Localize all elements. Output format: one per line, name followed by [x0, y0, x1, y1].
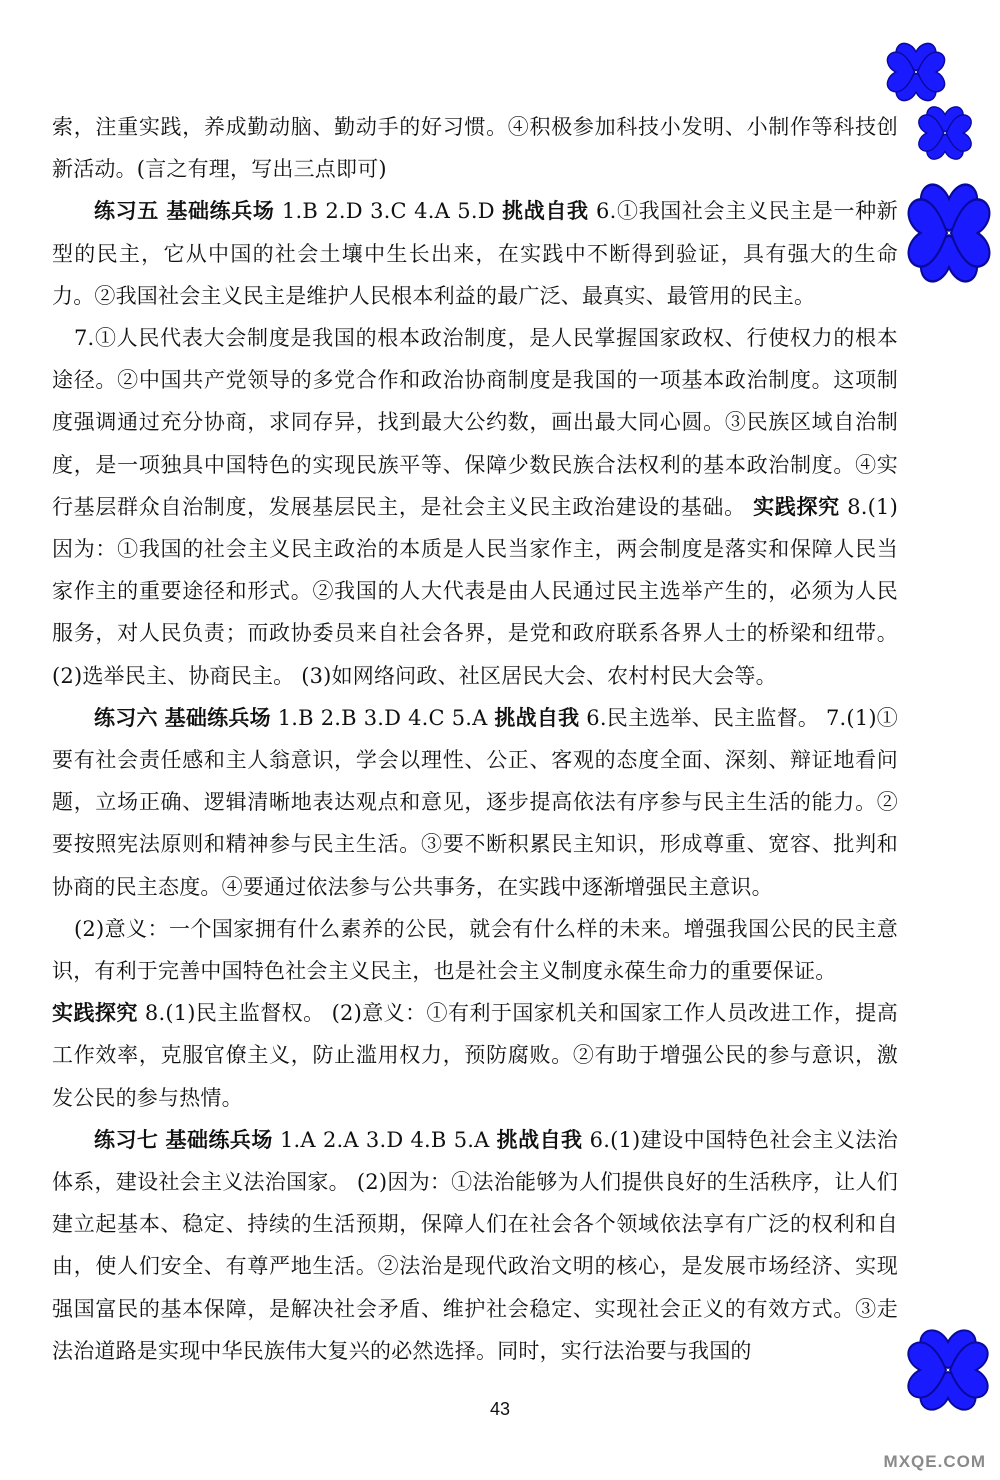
answer-text: (2)意义：一个国家拥有什么素养的公民，就会有什么样的未来。增强我国公民的民主意识，有利于完善中国特色社会主义民主，也是社会主义制度永葆生命力的重要保证。 — [52, 916, 898, 984]
section-heading: 练习五 — [94, 199, 159, 224]
section-heading: 实践探究 — [52, 1001, 138, 1026]
page-number: 43 — [489, 1399, 511, 1419]
answer-text: 8.(1)因为：①我国的社会主义民主政治的本质是人民当家作主，两会制度是落实和保障人民当家作主的重要途径和形式。②我国的人大代表是由人民通过民主选举产生的，必须为人民服务，对人民负责；而政协委员来自社会各界，是党和政府联系各界人士的桥梁和纽带。 (2)选举民主、协商民主。 (3)如网络问政、社区居民大会、农村村民大会等。 — [52, 494, 898, 688]
answer-text: 1.B 2.B 3.D 4.C 5.A — [270, 705, 495, 730]
answer-paragraph — [52, 992, 898, 1119]
answer-text: 索，注重实践，养成勤动脑、勤动手的好习惯。④积极参加科技小发明、小制作等科技创新活动。(言之有理，写出三点即可) — [52, 115, 898, 182]
section-heading: 练习七 — [94, 1127, 159, 1152]
answer-text — [158, 1128, 165, 1152]
answer-text — [158, 706, 165, 730]
section-heading: 挑战自我 — [496, 1127, 583, 1152]
section-heading: 实践探究 — [753, 494, 840, 519]
section-heading: 基础练兵场 — [165, 1127, 273, 1152]
answer-text: 1.A 2.A 3.D 4.B 5.A — [272, 1127, 497, 1152]
answer-text: 6.民主选举、民主监督。 7.(1)①要有社会责任感和主人翁意识，学会以理性、公正、客观的态度全面、深刻、辩证地看问题，立场正确、逻辑清晰地表达观点和意见，逐步提高依法有序参与民主生活的能力。②要按照宪法原则和精神参与民主生活。③要不断积累民主知识，形成尊重、宽容、批判和协商的民主态度。④要通过依法参与公共事务，在实践中逐渐增强民主意识。 — [52, 705, 899, 899]
clover-icon — [880, 36, 952, 108]
answer-text: 6.(1)建设中国特色社会主义法治体系，建设社会主义法治国家。 (2)因为：①法治能够为人们提供良好的生活秩序，让人们建立起基本、稳定、持续的生活预期，保障人们在社会各个领域依法享有广泛的权利和自由，使人们安全、有尊严地生活。②法治是现代政治文明的核心，是发展市场经济、实现强国富民的基本保障，是解决社会矛盾、维护社会稳定、实现社会正义的有效方式。③走法治道路是实现中华民族伟大复兴的必然选择。同时，实行法治要与我国的 — [52, 1127, 898, 1363]
answer-paragraph — [52, 908, 898, 992]
answer-text: 1.B 2.D 3.C 4.A 5.D — [274, 199, 503, 224]
section-heading: 基础练兵场 — [164, 705, 271, 730]
answer-paragraph — [52, 697, 898, 908]
section-heading: 挑战自我 — [502, 199, 589, 224]
answer-paragraph — [52, 1119, 898, 1372]
answer-text-body — [52, 106, 898, 1372]
answer-paragraph — [52, 190, 898, 317]
section-heading: 挑战自我 — [494, 705, 580, 730]
clover-icon — [912, 100, 978, 166]
answer-paragraph — [52, 106, 898, 190]
answer-text: 6.①我国社会主义民主是一种新型的民主，它从中国的社会土壤中生长出来，在实践中不断得到验证，具有强大的生命力。②我国社会主义民主是维护人民根本利益的最广泛、最真实、最管用的民主。 — [52, 199, 898, 308]
answer-text: 8.(1)民主监督权。 (2)意义：①有利于国家机关和国家工作人员改进工作，提高工作效率，克服官僚主义，防止滥用权力，预防腐败。②有助于增强公民的参与意识，激发公民的参与热情。 — [52, 1001, 898, 1110]
section-heading: 基础练兵场 — [166, 199, 275, 224]
section-heading: 练习六 — [94, 705, 158, 730]
answer-text: 7.①人民代表大会制度是我国的根本政治制度，是人民掌握国家政权、行使权力的根本途径。②中国共产党领导的多党合作和政治协商制度是我国的一项基本政治制度。这项制度强调通过充分协商，求同存异，找到最大公约数，画出最大同心圆。③民族区域自治制度，是一项独具中国特色的实现民族平等、保障少数民族合法权利的基本政治制度。④实行基层群众自治制度，发展基层民主，是社会主义民主政治建设的基础。 — [52, 326, 898, 519]
clover-icon — [898, 172, 1000, 294]
watermark-text: MXQE.COM — [883, 1452, 986, 1471]
answer-paragraph — [52, 317, 898, 697]
